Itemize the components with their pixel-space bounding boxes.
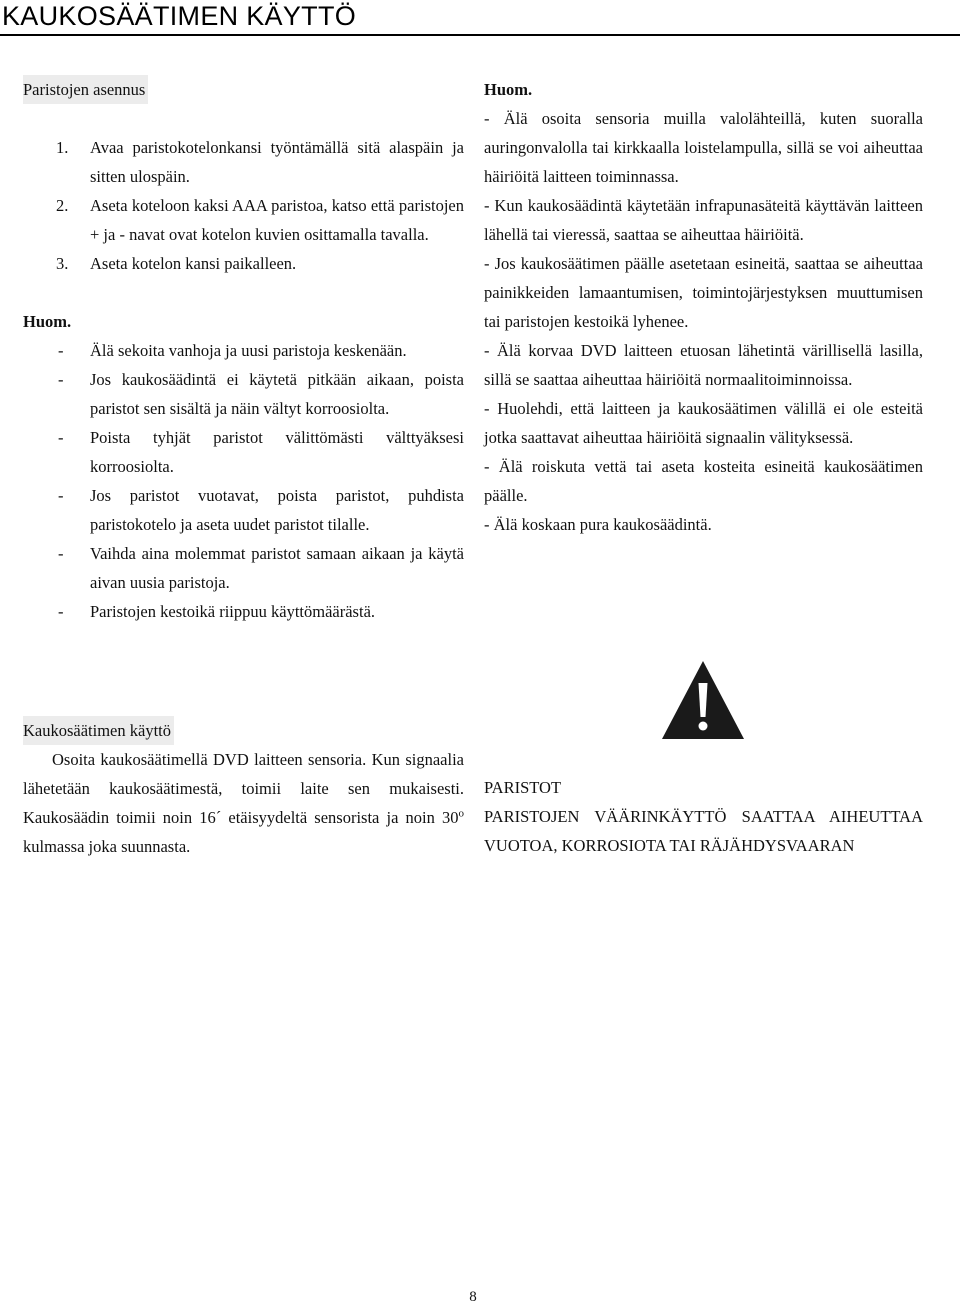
right-note-item: - Älä koskaan pura kaukosäädintä. (484, 515, 712, 534)
note-item: - Paristojen kestoikä riippuu käyttömäärästä. (23, 597, 464, 626)
note-text: Poista tyhjät paristot välittömästi välttyäksesi korroosiolta. (90, 428, 464, 476)
page-number: 8 (469, 1289, 477, 1305)
right-note-item: - Älä osoita sensoria muilla valolähteillä, kuten suoralla auringonvalolla tai kirkkaalla loistelampulla, sillä se voi aiheuttaa häiriöitä laitteen toiminnassa. (484, 109, 923, 186)
note-item: - Vaihda aina molemmat paristot samaan aikaan ja käytä aivan uusia paristoja. (23, 539, 464, 597)
remote-usage-heading: Kaukosäätimen käyttö (23, 716, 174, 745)
right-note-heading: Huom. (484, 80, 533, 99)
install-step (23, 133, 464, 191)
warning-title: PARISTOT (484, 778, 562, 797)
warning-text: PARISTOJEN VÄÄRINKÄYTTÖ SAATTAA AIHEUTTAA VUOTOA, KORROSIOTA TAI RÄJÄHDYSVAARAN (484, 807, 923, 855)
note-text: Paristojen kestoikä riippuu käyttömäärästä. (90, 602, 376, 621)
degree-mark: o (458, 807, 464, 820)
right-note-item: - Jos kaukosäätimen päälle asetetaan esineitä, saattaa se aiheuttaa painikkeiden lamaantumisen, toimintojärjestyksen muuttumisen tai paristojen kestoikä lyhenee. (484, 254, 923, 331)
note-item: - Älä sekoita vanhoja ja uusi paristoja keskenään. (23, 336, 464, 365)
warning-triangle-icon (660, 659, 746, 741)
remote-usage-text (23, 745, 464, 861)
install-step (23, 249, 464, 278)
install-steps-list (23, 133, 464, 278)
step-number: 1. (56, 138, 69, 157)
note-text: Jos kaukosäädintä ei käytetä pitkään aikaan, poista paristot sen sisältä ja näin vältyt korroosiolta. (90, 370, 464, 418)
step-text: Aseta koteloon kaksi AAA paristoa, katso että paristojen + ja - navat ovat kotelon kuvien osittamalla tavalla. (90, 196, 464, 244)
battery-warning (484, 773, 923, 860)
usage-text-before: Osoita kaukosäätimellä DVD laitteen sensoria. Kun signaalia lähetetään kaukosäätimestä, toimii laite sen mukaisesti. Kaukosäädin toimii noin 16´ etäisyydeltä sensorista ja noin 30 (23, 750, 464, 827)
step-text: Aseta kotelon kansi paikalleen. (90, 254, 297, 273)
page-header (0, 0, 960, 36)
note-text: Jos paristot vuotavat, poista paristot, puhdista paristokotelo ja aseta uudet paristot tilalle. (90, 486, 464, 534)
step-number: 2. (56, 196, 69, 215)
right-note-item: - Älä roiskuta vettä tai aseta kosteita esineitä kaukosäätimen päälle. (484, 457, 923, 505)
battery-install-section (23, 75, 464, 626)
note-text: Vaihda aina molemmat paristot samaan aikaan ja käytä aivan uusia paristoja. (90, 544, 464, 592)
note-item: - Jos paristot vuotavat, poista paristot, puhdista paristokotelo ja aseta uudet paristot tilalle. (23, 481, 464, 539)
remote-usage-section (23, 716, 464, 861)
install-step (23, 191, 464, 249)
right-notes-section (484, 75, 923, 539)
right-note-item: - Huolehdi, että laitteen ja kaukosäätimen välillä ei ole esteitä jotka saattavat aiheuttaa häiriöitä signaalin välityksessä. (484, 399, 923, 447)
step-text: Avaa paristokotelonkansi työntämällä sitä alaspäin ja sitten ulospäin. (90, 138, 464, 186)
usage-text-after: kulmassa joka suunnasta. (23, 837, 191, 856)
note-heading: Huom. (23, 312, 72, 331)
note-item: - Jos kaukosäädintä ei käytetä pitkään aikaan, poista paristot sen sisältä ja näin vältyt korroosiolta. (23, 365, 464, 423)
note-text: Älä sekoita vanhoja ja uusi paristoja keskenään. (90, 341, 407, 360)
battery-install-heading: Paristojen asennus (23, 75, 148, 104)
note-item: - Poista tyhjät paristot välittömästi välttyäksesi korroosiolta. (23, 423, 464, 481)
right-note-item: - Älä korvaa DVD laitteen etuosan lähetintä värillisellä lasilla, sillä se saattaa aiheuttaa häiriöitä normaalitoiminnoissa. (484, 341, 923, 389)
page-title: KAUKOSÄÄTIMEN KÄYTTÖ (2, 1, 357, 31)
right-note-item: - Kun kaukosäädintä käytetään infrapunasäteitä käyttävän laitteen lähellä tai vieressä, saattaa se aiheuttaa häiriöitä. (484, 196, 923, 244)
step-number: 3. (56, 254, 69, 273)
